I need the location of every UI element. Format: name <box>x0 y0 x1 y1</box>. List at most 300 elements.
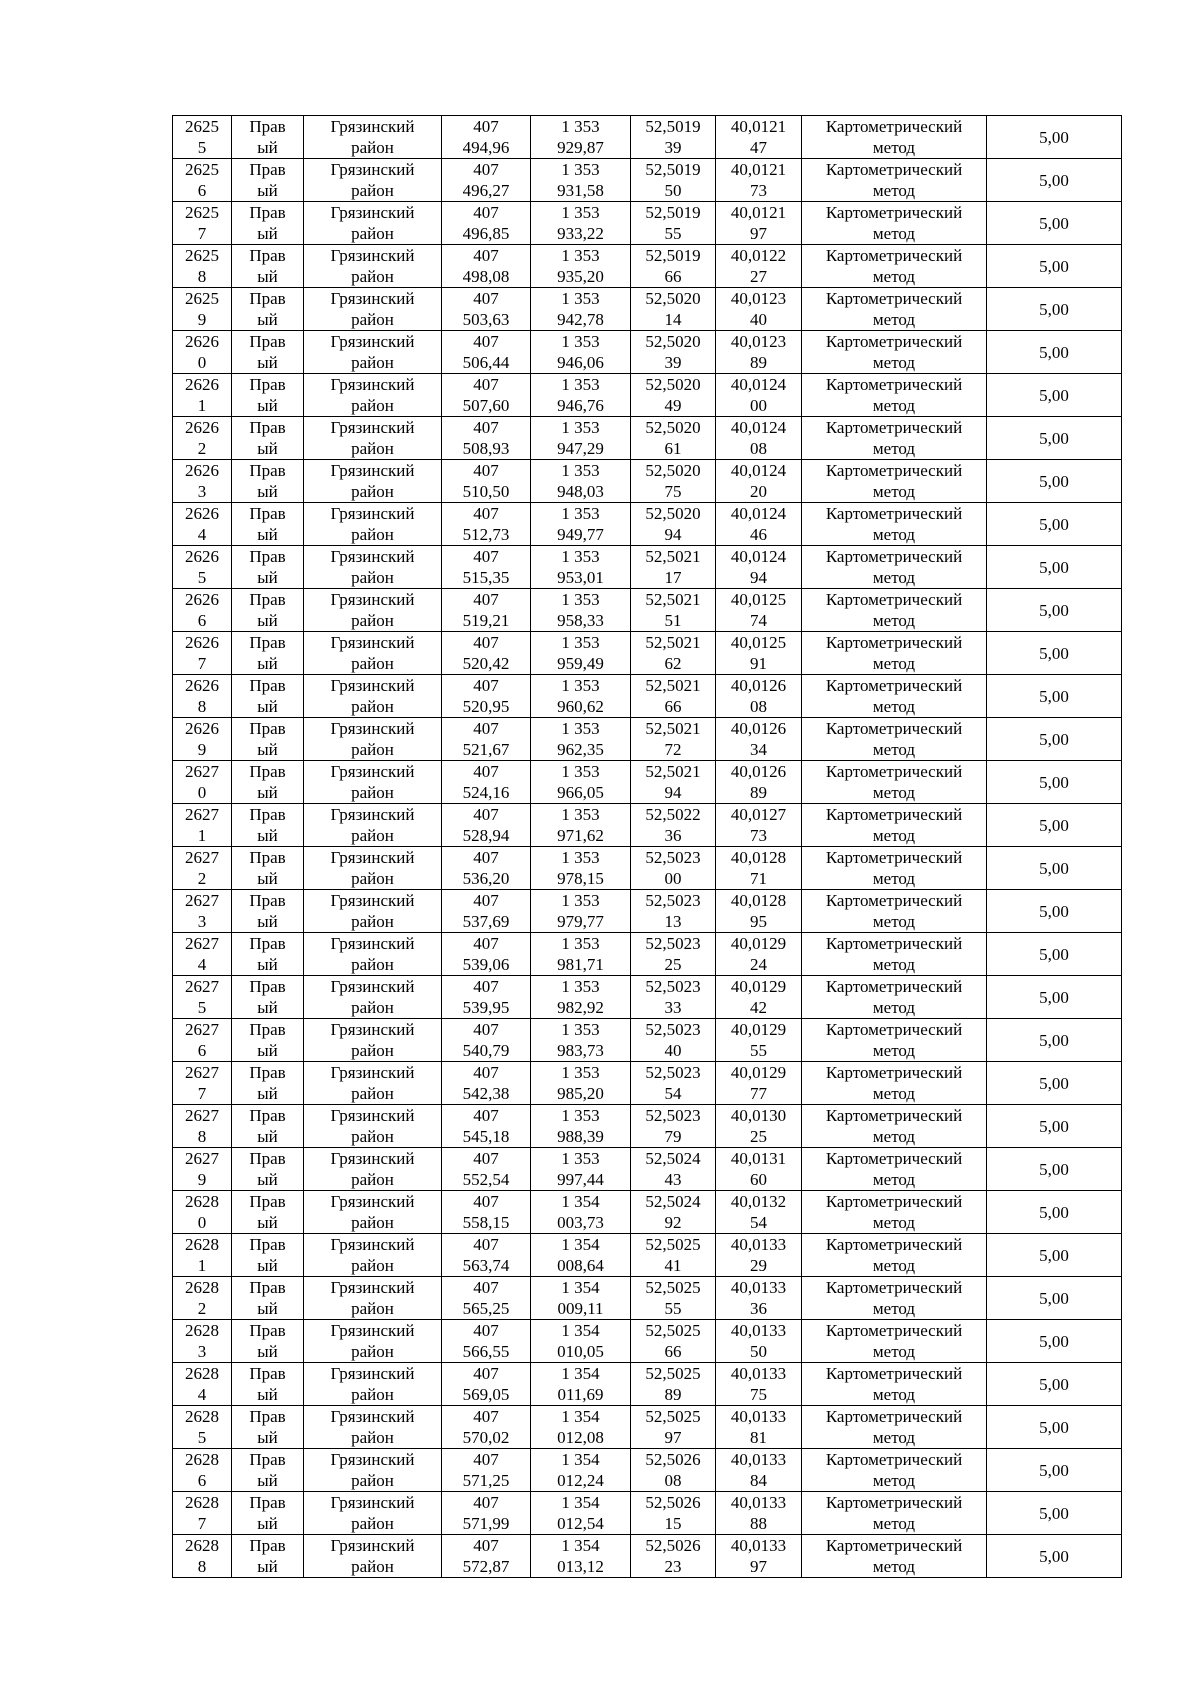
cell-line: 1 354 <box>561 1493 600 1512</box>
district-cell <box>304 1320 442 1363</box>
cell-line: 73 <box>750 181 767 200</box>
cell-line: 1 <box>197 826 207 845</box>
cell-line: 2628 <box>185 1493 219 1512</box>
method-cell <box>802 1277 987 1320</box>
cell-line: 520,95 <box>462 697 510 716</box>
point-number-cell <box>173 1406 232 1449</box>
cell-line: 948,03 <box>557 482 604 501</box>
cell-line: 971,62 <box>557 826 604 845</box>
cell-line: Картометрический <box>825 1278 963 1297</box>
point-number-cell <box>173 245 232 288</box>
cell-line: Прав <box>249 1149 286 1168</box>
latitude-cell <box>631 546 716 589</box>
cell-line: 1 <box>197 1256 207 1275</box>
cell-line: 2627 <box>185 805 219 824</box>
longitude-cell <box>716 1191 802 1234</box>
cell-line: ый <box>257 1471 278 1490</box>
longitude-cell <box>716 1449 802 1492</box>
cell-line: Прав <box>249 1493 286 1512</box>
cell-line: район <box>351 267 394 286</box>
cell-line: 50 <box>750 1342 767 1361</box>
cell-line: 95 <box>750 912 767 931</box>
cell-line: Картометрический <box>825 1235 963 1254</box>
table-row <box>173 202 1122 245</box>
cell-line: 94 <box>664 525 682 544</box>
y-coordinate-cell <box>531 761 631 804</box>
district-cell <box>304 804 442 847</box>
cell-line: метод <box>872 1256 916 1275</box>
cell-line: 97 <box>664 1428 682 1447</box>
accuracy-cell: 5,00 <box>987 1105 1122 1148</box>
method-cell <box>802 1363 987 1406</box>
cell-line: 2 <box>197 1299 207 1318</box>
cell-line: Картометрический <box>825 590 963 609</box>
cell-line: 40,0125 <box>730 633 787 652</box>
district-cell <box>304 1234 442 1277</box>
cell-line: 407 <box>473 1321 499 1340</box>
cell-line: 1 353 <box>561 289 600 308</box>
cell-line: 74 <box>750 611 767 630</box>
cell-line: 542,38 <box>462 1084 510 1103</box>
bank-side-cell <box>232 1062 304 1105</box>
point-number-cell <box>173 1062 232 1105</box>
point-number-cell <box>173 374 232 417</box>
cell-line: Грязинский <box>330 1536 415 1555</box>
cell-line: 1 353 <box>561 203 600 222</box>
accuracy-cell: 5,00 <box>987 632 1122 675</box>
latitude-cell <box>631 1062 716 1105</box>
cell-line: метод <box>872 138 916 157</box>
y-coordinate-cell <box>531 1363 631 1406</box>
cell-line: 985,20 <box>557 1084 604 1103</box>
cell-line: 407 <box>473 203 499 222</box>
cell-line: 9 <box>197 310 207 329</box>
y-coordinate-cell <box>531 933 631 976</box>
x-coordinate-cell <box>442 804 531 847</box>
latitude-cell <box>631 933 716 976</box>
cell-line: 2626 <box>185 719 219 738</box>
cell-line: Грязинский <box>330 719 415 738</box>
cell-line: 89 <box>750 783 767 802</box>
x-coordinate-cell <box>442 1406 531 1449</box>
district-cell <box>304 1019 442 1062</box>
cell-line: 52,5026 <box>645 1536 701 1555</box>
longitude-cell <box>716 1062 802 1105</box>
point-number-cell <box>173 976 232 1019</box>
bank-side-cell <box>232 1148 304 1191</box>
longitude-cell <box>716 374 802 417</box>
cell-line: 40,0121 <box>730 203 787 222</box>
point-number-cell <box>173 1105 232 1148</box>
cell-line: 40,0128 <box>730 891 787 910</box>
cell-line: 512,73 <box>462 525 510 544</box>
cell-line: 407 <box>473 977 499 996</box>
accuracy-cell: 5,00 <box>987 718 1122 761</box>
cell-line: 011,69 <box>557 1385 604 1404</box>
point-number-cell <box>173 890 232 933</box>
cell-line: 36 <box>664 826 682 845</box>
cell-line: ый <box>257 396 278 415</box>
cell-line: 012,54 <box>557 1514 604 1533</box>
cell-line: 407 <box>473 891 499 910</box>
cell-line: метод <box>872 740 916 759</box>
method-cell <box>802 1234 987 1277</box>
bank-side-cell <box>232 503 304 546</box>
cell-line: 1 354 <box>561 1536 600 1555</box>
accuracy-cell: 5,00 <box>987 933 1122 976</box>
longitude-cell <box>716 331 802 374</box>
latitude-cell <box>631 718 716 761</box>
cell-line: 1 353 <box>561 633 600 652</box>
x-coordinate-cell <box>442 374 531 417</box>
cell-line: Прав <box>249 1192 286 1211</box>
cell-line: Грязинский <box>330 375 415 394</box>
cell-line: метод <box>872 1471 916 1490</box>
table-row <box>173 1363 1122 1406</box>
cell-line: 60 <box>750 1170 767 1189</box>
cell-line: Прав <box>249 375 286 394</box>
latitude-cell <box>631 1363 716 1406</box>
latitude-cell <box>631 632 716 675</box>
bank-side-cell <box>232 202 304 245</box>
cell-line: 960,62 <box>557 697 604 716</box>
cell-line: 2626 <box>185 676 219 695</box>
cell-line: метод <box>872 1041 916 1060</box>
cell-line: Картометрический <box>825 1321 963 1340</box>
cell-line: 39 <box>664 353 682 372</box>
longitude-cell <box>716 288 802 331</box>
cell-line: 2628 <box>185 1235 219 1254</box>
cell-line: 40,0129 <box>730 977 787 996</box>
cell-line: 1 353 <box>561 590 600 609</box>
cell-line: метод <box>872 1299 916 1318</box>
method-cell <box>802 847 987 890</box>
method-cell <box>802 890 987 933</box>
district-cell <box>304 1449 442 1492</box>
method-cell <box>802 417 987 460</box>
cell-line: ый <box>257 869 278 888</box>
cell-line: ый <box>257 611 278 630</box>
cell-line: Грязинский <box>330 1106 415 1125</box>
cell-line: 407 <box>473 848 499 867</box>
cell-line: 506,44 <box>462 353 510 372</box>
y-coordinate-cell <box>531 675 631 718</box>
longitude-cell <box>716 933 802 976</box>
accuracy-cell: 5,00 <box>987 460 1122 503</box>
cell-line: 81 <box>750 1428 767 1447</box>
y-coordinate-cell <box>531 847 631 890</box>
cell-line: Прав <box>249 547 286 566</box>
accuracy-cell: 5,00 <box>987 288 1122 331</box>
cell-line: Прав <box>249 289 286 308</box>
cell-line: Прав <box>249 934 286 953</box>
bank-side-cell <box>232 1406 304 1449</box>
table-row <box>173 1492 1122 1535</box>
cell-line: 540,79 <box>462 1041 510 1060</box>
cell-line: 50 <box>664 181 682 200</box>
accuracy-cell: 5,00 <box>987 1019 1122 1062</box>
cell-line: 407 <box>473 418 499 437</box>
cell-line: 89 <box>750 353 767 372</box>
cell-line: 52,5019 <box>645 117 701 136</box>
bank-side-cell <box>232 847 304 890</box>
method-cell <box>802 1148 987 1191</box>
table-row <box>173 546 1122 589</box>
cell-line: 536,20 <box>462 869 510 888</box>
cell-line: Грязинский <box>330 590 415 609</box>
latitude-cell <box>631 1191 716 1234</box>
cell-line: 52,5022 <box>645 805 701 824</box>
cell-line: 2627 <box>185 891 219 910</box>
accuracy-cell: 5,00 <box>987 1535 1122 1578</box>
latitude-cell <box>631 890 716 933</box>
cell-line: 52,5023 <box>645 977 701 996</box>
cell-line: 407 <box>473 1063 499 1082</box>
cell-line: 407 <box>473 1020 499 1039</box>
cell-line: Грязинский <box>330 1020 415 1039</box>
cell-line: метод <box>872 611 916 630</box>
cell-line: 52,5020 <box>645 289 701 308</box>
table-row <box>173 1019 1122 1062</box>
cell-line: 1 353 <box>561 934 600 953</box>
cell-line: 15 <box>664 1514 682 1533</box>
cell-line: метод <box>872 267 916 286</box>
cell-line: ый <box>257 353 278 372</box>
cell-line: 494,96 <box>462 138 510 157</box>
cell-line: 41 <box>664 1256 682 1275</box>
cell-line: 571,99 <box>462 1514 510 1533</box>
cell-line: 520,42 <box>462 654 510 673</box>
point-number-cell <box>173 933 232 976</box>
point-number-cell <box>173 1148 232 1191</box>
cell-line: 2628 <box>185 1192 219 1211</box>
cell-line: район <box>351 1514 394 1533</box>
cell-line: Грязинский <box>330 1407 415 1426</box>
cell-line: 2627 <box>185 1106 219 1125</box>
cell-line: 931,58 <box>557 181 604 200</box>
y-coordinate-cell <box>531 245 631 288</box>
cell-line: 40,0124 <box>730 547 787 566</box>
district-cell <box>304 503 442 546</box>
method-cell <box>802 718 987 761</box>
cell-line: Прав <box>249 1364 286 1383</box>
cell-line: 08 <box>750 697 767 716</box>
cell-line: район <box>351 1213 394 1232</box>
cell-line: 42 <box>750 998 767 1017</box>
bank-side-cell <box>232 761 304 804</box>
x-coordinate-cell <box>442 417 531 460</box>
cell-line: 94 <box>664 783 682 802</box>
cell-line: 563,74 <box>462 1256 510 1275</box>
cell-line: метод <box>872 697 916 716</box>
cell-line: 1 353 <box>561 805 600 824</box>
accuracy-cell: 5,00 <box>987 1320 1122 1363</box>
cell-line: 407 <box>473 1364 499 1383</box>
cell-line: 1 354 <box>561 1321 600 1340</box>
bank-side-cell <box>232 159 304 202</box>
cell-line: ый <box>257 1084 278 1103</box>
x-coordinate-cell <box>442 331 531 374</box>
cell-line: 1 354 <box>561 1407 600 1426</box>
bank-side-cell <box>232 245 304 288</box>
cell-line: район <box>351 654 394 673</box>
cell-line: метод <box>872 353 916 372</box>
y-coordinate-cell <box>531 1191 631 1234</box>
cell-line: Картометрический <box>825 719 963 738</box>
cell-line: район <box>351 181 394 200</box>
cell-line: 40,0133 <box>730 1536 787 1555</box>
x-coordinate-cell <box>442 116 531 159</box>
cell-line: 407 <box>473 289 499 308</box>
cell-line: Картометрический <box>825 246 963 265</box>
table-row <box>173 1449 1122 1492</box>
cell-line: 17 <box>664 568 682 587</box>
cell-line: 407 <box>473 805 499 824</box>
cell-line: Картометрический <box>825 289 963 308</box>
table-row <box>173 847 1122 890</box>
cell-line: район <box>351 224 394 243</box>
accuracy-cell: 5,00 <box>987 546 1122 589</box>
cell-line: 2627 <box>185 848 219 867</box>
cell-line: 40,0121 <box>730 117 787 136</box>
cell-line: Прав <box>249 762 286 781</box>
cell-line: 496,85 <box>462 224 510 243</box>
cell-line: Картометрический <box>825 934 963 953</box>
cell-line: Прав <box>249 1235 286 1254</box>
cell-line: 407 <box>473 1407 499 1426</box>
cell-line: 507,60 <box>462 396 510 415</box>
cell-line: Картометрический <box>825 1536 963 1555</box>
accuracy-cell: 5,00 <box>987 761 1122 804</box>
method-cell <box>802 1191 987 1234</box>
cell-line: район <box>351 568 394 587</box>
cell-line: 979,77 <box>557 912 604 931</box>
bank-side-cell <box>232 675 304 718</box>
cell-line: 62 <box>664 654 682 673</box>
cell-line: 958,33 <box>557 611 604 630</box>
cell-line: 40,0129 <box>730 934 787 953</box>
cell-line: Прав <box>249 633 286 652</box>
cell-line: 1 354 <box>561 1364 600 1383</box>
bank-side-cell <box>232 632 304 675</box>
accuracy-cell: 5,00 <box>987 1062 1122 1105</box>
cell-line: район <box>351 1256 394 1275</box>
latitude-cell <box>631 675 716 718</box>
cell-line: 012,24 <box>557 1471 604 1490</box>
cell-line: 88 <box>750 1514 767 1533</box>
cell-line: 54 <box>750 1213 767 1232</box>
cell-line: 52,5020 <box>645 375 701 394</box>
bank-side-cell <box>232 718 304 761</box>
table-row <box>173 331 1122 374</box>
latitude-cell <box>631 1019 716 1062</box>
table-row <box>173 1535 1122 1578</box>
cell-line: 2626 <box>185 418 219 437</box>
cell-line: 407 <box>473 547 499 566</box>
cell-line: 966,05 <box>557 783 604 802</box>
cell-line: 40,0133 <box>730 1450 787 1469</box>
cell-line: 407 <box>473 332 499 351</box>
accuracy-cell: 5,00 <box>987 1191 1122 1234</box>
cell-line: 935,20 <box>557 267 604 286</box>
point-number-cell <box>173 1234 232 1277</box>
accuracy-cell: 5,00 <box>987 847 1122 890</box>
cell-line: ый <box>257 998 278 1017</box>
x-coordinate-cell <box>442 503 531 546</box>
cell-line: метод <box>872 1428 916 1447</box>
cell-line: Картометрический <box>825 547 963 566</box>
cell-line: район <box>351 353 394 372</box>
cell-line: ый <box>257 138 278 157</box>
cell-line: район <box>351 869 394 888</box>
method-cell <box>802 116 987 159</box>
bank-side-cell <box>232 417 304 460</box>
y-coordinate-cell <box>531 1535 631 1578</box>
cell-line: Прав <box>249 1020 286 1039</box>
cell-line: 2626 <box>185 633 219 652</box>
x-coordinate-cell <box>442 675 531 718</box>
cell-line: 52,5020 <box>645 504 701 523</box>
point-number-cell <box>173 847 232 890</box>
cell-line: ый <box>257 1170 278 1189</box>
cell-line: район <box>351 1471 394 1490</box>
point-number-cell <box>173 159 232 202</box>
cell-line: Прав <box>249 160 286 179</box>
longitude-cell <box>716 589 802 632</box>
bank-side-cell <box>232 1019 304 1062</box>
x-coordinate-cell <box>442 202 531 245</box>
cell-line: 40,0121 <box>730 160 787 179</box>
cell-line: 08 <box>750 439 767 458</box>
cell-line: 2625 <box>185 289 219 308</box>
cell-line: 1 353 <box>561 848 600 867</box>
table-row <box>173 116 1122 159</box>
cell-line: 23 <box>664 1557 682 1576</box>
bank-side-cell <box>232 288 304 331</box>
point-number-cell <box>173 1277 232 1320</box>
x-coordinate-cell <box>442 288 531 331</box>
cell-line: ый <box>257 439 278 458</box>
cell-line: 52,5025 <box>645 1235 701 1254</box>
cell-line: Грязинский <box>330 203 415 222</box>
latitude-cell <box>631 331 716 374</box>
cell-line: 570,02 <box>462 1428 510 1447</box>
bank-side-cell <box>232 890 304 933</box>
point-number-cell <box>173 632 232 675</box>
district-cell <box>304 417 442 460</box>
y-coordinate-cell <box>531 503 631 546</box>
cell-line: 40,0124 <box>730 375 787 394</box>
y-coordinate-cell <box>531 1019 631 1062</box>
cell-line: 52,5023 <box>645 934 701 953</box>
district-cell <box>304 245 442 288</box>
cell-line: 25 <box>750 1127 767 1146</box>
cell-line: 407 <box>473 246 499 265</box>
cell-line: 8 <box>197 267 207 286</box>
x-coordinate-cell <box>442 546 531 589</box>
cell-line: ый <box>257 1127 278 1146</box>
cell-line: 8 <box>197 1127 207 1146</box>
cell-line: метод <box>872 955 916 974</box>
cell-line: 47 <box>750 138 767 157</box>
district-cell <box>304 1148 442 1191</box>
latitude-cell <box>631 245 716 288</box>
cell-line: 2627 <box>185 934 219 953</box>
cell-line: 33 <box>664 998 682 1017</box>
cell-line: 40,0129 <box>730 1063 787 1082</box>
cell-line: метод <box>872 1514 916 1533</box>
cell-line: 52,5025 <box>645 1407 701 1426</box>
